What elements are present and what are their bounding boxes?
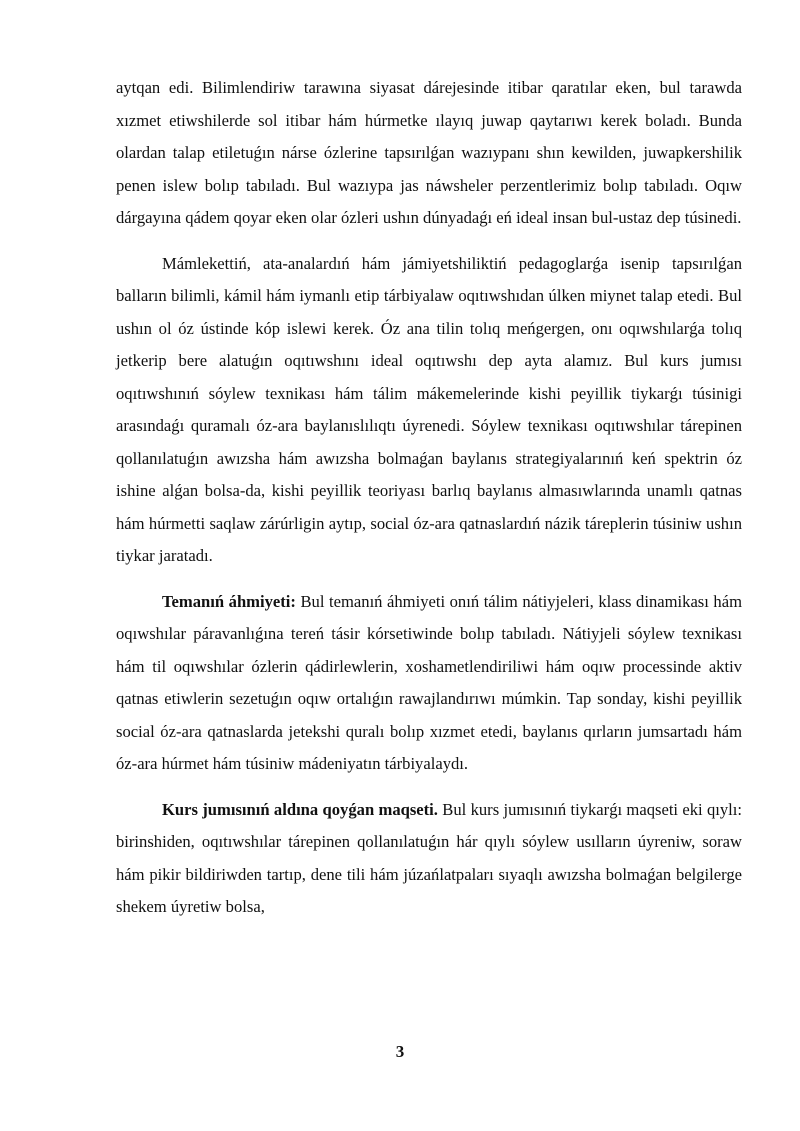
- paragraph-text: Bul kurs jumısınıń tiykarǵı maqseti eki qıylı: birinshiden, oqıtıwshılar tárepinen qollanılatuǵın hár qıylı sóylew usılların úyreniw, soraw hám pikir bildiriwden tartıp, dene tili hám júzańlatpaları sıyaqlı awızsha bolmaǵan belgilerge shekem úyretiw bolsa,: [116, 799, 742, 916]
- paragraph-topic-importance: [116, 586, 742, 781]
- paragraph-text: Bul temanıń áhmiyeti onıń tálim nátiyjeleri, klass dinamikası hám oqıwshılar páravanlıǵına tereń tásir kórsetiwinde bolıp tabıladı. Nátiyjeli sóylew texnikası hám til oqıwshılar ózlerin qádirlewlerin, xoshametlendiriliwi hám oqıw processinde aktiv qatnas etiwlerin sezetuǵın oqıw ortalıǵın rawajlandırıwı múmkin. Tap sonday, kishi peyillik social óz-ara qatnaslarda jetekshi quralı bolıp xızmet etedi, baylanıs qırların jumsartadı hám óz-ara húrmet hám túsiniw mádeniyatın tárbiyalaydı.: [116, 591, 742, 773]
- paragraph-teacher-role: [116, 248, 742, 573]
- page-number: 3: [395, 1042, 405, 1061]
- paragraph-text: Mámlekettiń, ata-analardıń hám jámiyetshiliktiń pedagoglarǵa isenip tapsırılǵan balların bilimli, kámil hám iymanlı etip tárbiyalaw oqıtıwshıdan úlken miynet talap etedi. Bul ushın ol óz ústinde kóp islewi kerek. Óz ana tilin tolıq meńgergen, onı oqıwshılarǵa tolıq jetkerip bere alatuǵın oqıtıwshını ideal oqıtıwshı dep ayta alamız. Bul kurs jumısı oqıtıwshınıń sóylew texnikası hám tálim mákemelerinde kishi peyillik tiykarǵı túsinigi arasındaǵı quramalı óz-ara baylanıslılıqtı úyrenedi. Sóylew texnikası oqıtıwshılar tárepinen qollanılatuǵın awızsha hám awızsha bolmaǵan baylanıs strategiyalarınıń keń spektrin óz ishine alǵan bolsa-da, kishi peyillik teoriyası barlıq baylanıs almasıwlarında unamlı qatnas hám húrmetti saqlaw zárúrligin aytıp, social óz-ara qatnaslardıń názik tárеplerin túsiniw ushın tiykar jaratadı.: [116, 253, 742, 565]
- document-body: [116, 72, 742, 924]
- paragraph-heading-topic-importance: Temanıń áhmiyeti:: [162, 591, 296, 611]
- paragraph-text: aytqan edi. Bilimlendiriw tarawına siyasat dárejesinde itibar qaratılar eken, bul tarawda xızmet etiwshilerde sol itibar hám húrmetke ılayıq juwap qaytarıwı kerek boladı. Bunda olardan talap etiletuǵın nárse ózlerine tapsırılǵan wazıypanı shın kewilden, juwapkershilik penen islew bolıp tabıladı. Bul wazıypa jas náwsheler perzentlerimiz bolıp tabıladı. Oqıw dárgayına qádem qoyar eken olar ózleri ushın dúnyadaǵı eń ideal insan bul-ustaz dep túsinedi.: [116, 78, 742, 227]
- paragraph-course-goal: [116, 794, 742, 924]
- paragraph-intro-continuation: [116, 72, 742, 235]
- paragraph-heading-course-goal: Kurs jumısınıń aldına qoyǵan maqseti.: [162, 799, 438, 819]
